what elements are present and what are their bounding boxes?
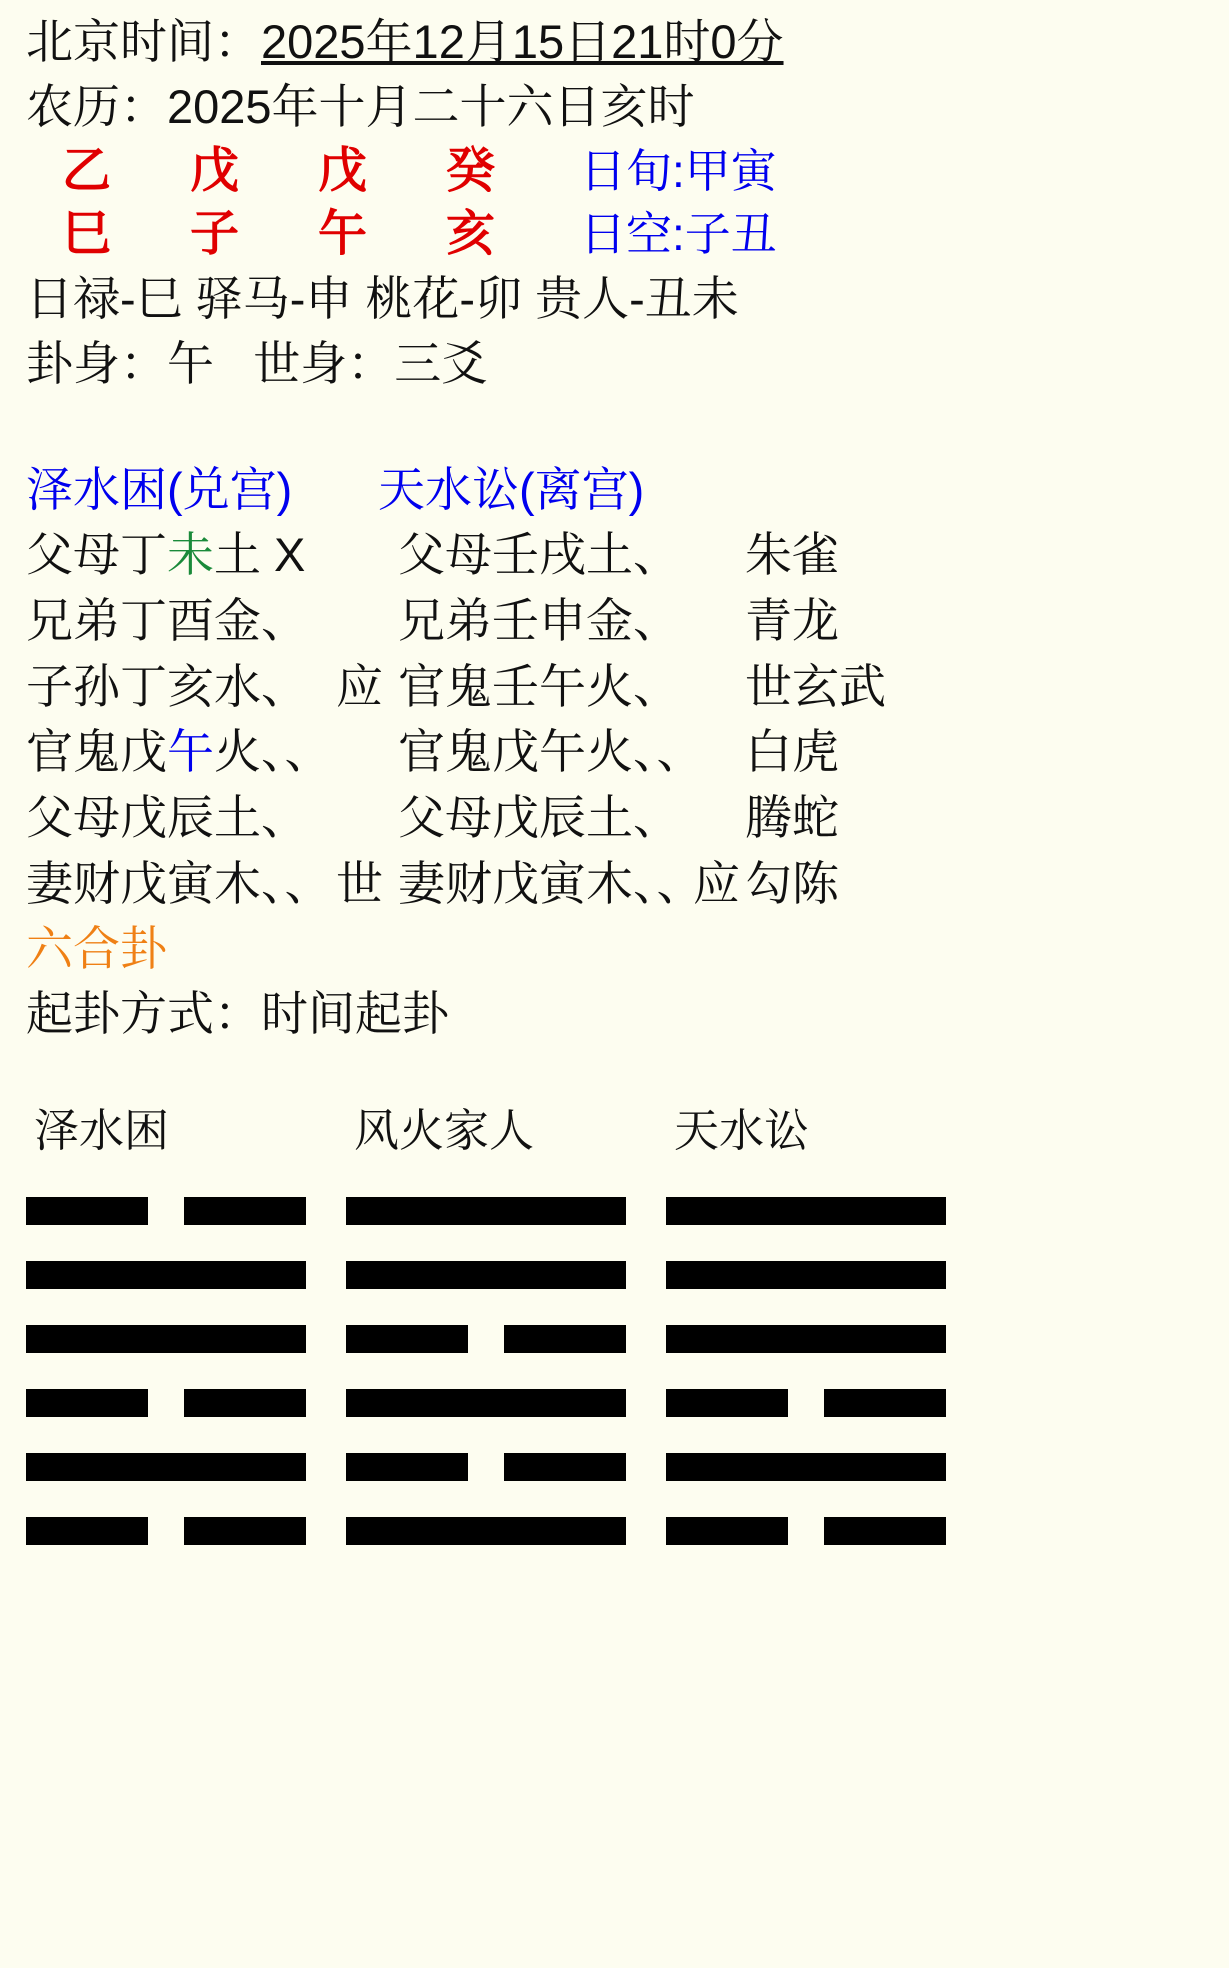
yao-primary-4-pre: 官鬼戊	[26, 725, 167, 779]
yao-primary-1-post: 土 X	[214, 527, 306, 581]
method-label: 起卦方式：	[26, 986, 261, 1040]
hexagram-line	[346, 1371, 666, 1435]
kong-label: 日空:子丑	[580, 208, 777, 261]
yao-row	[26, 719, 1203, 785]
yin-right-bar	[184, 1517, 306, 1545]
hexagram-line	[346, 1179, 666, 1243]
yang-bar	[666, 1261, 946, 1289]
hexagram-line	[26, 1371, 346, 1435]
yao-changed-5: 父母戊辰土、	[398, 791, 680, 845]
six-god-1: 朱雀	[745, 527, 839, 581]
yao-row	[26, 785, 1203, 851]
yin-left-bar	[346, 1453, 468, 1481]
yang-bar	[346, 1197, 626, 1225]
yin-gap	[148, 1197, 184, 1225]
yao-primary-4-post: 火、、	[214, 725, 332, 779]
hexagram-line	[666, 1179, 986, 1243]
hexagram-line	[26, 1435, 346, 1499]
method-value: 时间起卦	[261, 986, 449, 1040]
yin-left-bar	[666, 1389, 788, 1417]
branch-month: 子	[190, 207, 240, 262]
guashen-label: 卦身：	[26, 336, 167, 390]
yao-changed-4: 官鬼戊午火、、	[398, 725, 704, 779]
yin-gap	[468, 1325, 504, 1353]
hexagram-names-row	[26, 459, 1203, 520]
lunar-date-label: 农历：	[26, 79, 167, 133]
yao-mark-3: 应	[336, 659, 383, 713]
spacer	[214, 337, 253, 390]
hexagram-line	[346, 1307, 666, 1371]
yang-bar	[666, 1197, 946, 1225]
hexagram-line	[26, 1243, 346, 1307]
yin-gap	[788, 1389, 824, 1417]
hexagram-line	[666, 1435, 986, 1499]
pillars-stems-row	[62, 140, 1203, 204]
yao-changed-6: 妻财戊寅木、、	[398, 856, 704, 910]
hexagram-line	[666, 1499, 986, 1563]
yao-primary-2	[26, 588, 336, 654]
yao-primary-2-pre: 兄弟丁酉金、	[26, 593, 308, 647]
hexagram-line	[26, 1179, 346, 1243]
yin-right-bar	[824, 1389, 946, 1417]
branch-day: 午	[318, 207, 368, 262]
yin-left-bar	[666, 1517, 788, 1545]
primary-hexagram-name: 泽水困(兑宫)	[26, 462, 293, 516]
six-god-6: 勾陈	[745, 856, 839, 910]
hexagram-diagrams	[26, 1179, 1203, 1563]
six-god-5: 腾蛇	[745, 791, 839, 845]
gua-type-label: 六合卦	[26, 921, 167, 975]
xun-label: 日旬:甲寅	[580, 144, 777, 197]
yao-primary-5-pre: 父母戊辰土、	[26, 791, 308, 845]
yao-row	[26, 654, 1203, 720]
beijing-time-row	[26, 10, 1203, 75]
stem-hour: 癸	[446, 143, 496, 198]
yin-right-bar	[184, 1389, 306, 1417]
yin-gap	[148, 1389, 184, 1417]
pillars-branches-row	[62, 203, 1203, 267]
stem-year: 乙	[62, 143, 112, 198]
yin-right-bar	[184, 1197, 306, 1225]
guashen-value: 午	[167, 336, 214, 390]
stem-month: 戊	[190, 143, 240, 198]
lunar-date-value: 2025年十月二十六日亥时	[167, 79, 695, 133]
hexagram-line	[346, 1243, 666, 1307]
stem-day: 戊	[318, 143, 368, 198]
hexagram-diagram-3	[666, 1179, 986, 1563]
yao-primary-5	[26, 785, 336, 851]
yang-bar	[26, 1325, 306, 1353]
yang-bar	[26, 1453, 306, 1481]
yin-right-bar	[504, 1453, 626, 1481]
yin-left-bar	[346, 1325, 468, 1353]
yin-left-bar	[26, 1389, 148, 1417]
yin-left-bar	[26, 1517, 148, 1545]
yang-bar	[26, 1261, 306, 1289]
yao-primary-4-branch: 午	[167, 725, 214, 779]
hexagram-line	[346, 1435, 666, 1499]
branch-year: 巳	[62, 207, 112, 262]
yang-bar	[346, 1389, 626, 1417]
yao-row	[26, 588, 1203, 654]
yao-mark-6: 世	[336, 856, 383, 910]
hexagram-line	[666, 1243, 986, 1307]
hexagram-diagram-1	[26, 1179, 346, 1563]
yao-changed-2: 兄弟壬申金、	[398, 593, 680, 647]
diagram-title-1: 泽水困	[34, 1105, 170, 1157]
section-gap	[26, 397, 1203, 459]
yin-right-bar	[504, 1325, 626, 1353]
yang-bar	[346, 1261, 626, 1289]
yao-primary-3-pre: 子孙丁亥水、	[26, 659, 308, 713]
hexagram-line	[26, 1499, 346, 1563]
shishen-value: 三爻	[394, 336, 489, 390]
yao-mark2-6: 应	[693, 856, 740, 910]
six-god-2: 青龙	[745, 593, 839, 647]
yin-left-bar	[26, 1197, 148, 1225]
yin-gap	[148, 1517, 184, 1545]
yin-gap	[788, 1517, 824, 1545]
beijing-time-value: 2025年12月15日21时0分	[261, 15, 784, 68]
six-god-4: 白虎	[745, 725, 839, 779]
yao-primary-1-branch: 未	[167, 527, 214, 581]
hexagram-line	[666, 1371, 986, 1435]
beijing-time-label: 北京时间：	[26, 15, 261, 68]
yao-primary-3	[26, 654, 336, 720]
yao-primary-6	[26, 851, 336, 917]
yao-primary-1-pre: 父母丁	[26, 527, 167, 581]
yin-right-bar	[824, 1517, 946, 1545]
yao-row	[26, 851, 1203, 917]
diagram-titles-row	[26, 1102, 1203, 1161]
lunar-date-row	[26, 75, 1203, 140]
yao-row	[26, 522, 1203, 588]
shensha-row: 日禄-巳 驿马-申 桃花-卯 贵人-丑未	[26, 272, 739, 326]
yao-primary-4	[26, 719, 336, 785]
yao-primary-6-pre: 妻财戊寅木、、	[26, 856, 332, 910]
hexagram-line	[666, 1307, 986, 1371]
shishen-label: 世身：	[253, 336, 395, 390]
yao-primary-1	[26, 522, 336, 588]
hexagram-diagram-2	[346, 1179, 666, 1563]
yang-bar	[666, 1325, 946, 1353]
changed-hexagram-name: 天水讼(离宫)	[378, 462, 645, 516]
six-god-3: 世玄武	[745, 659, 886, 713]
yang-bar	[666, 1453, 946, 1481]
hexagram-line	[346, 1499, 666, 1563]
method-row	[26, 982, 1203, 1047]
yao-changed-1: 父母壬戌土、	[398, 527, 680, 581]
diagram-title-3: 天水讼	[674, 1105, 810, 1157]
yao-changed-3: 官鬼壬午火、	[398, 659, 680, 713]
yin-gap	[468, 1453, 504, 1481]
hexagram-line	[26, 1307, 346, 1371]
branch-hour: 亥	[446, 207, 496, 262]
yang-bar	[346, 1517, 626, 1545]
guashen-row	[26, 332, 1203, 397]
diagram-title-2: 风火家人	[354, 1105, 535, 1157]
